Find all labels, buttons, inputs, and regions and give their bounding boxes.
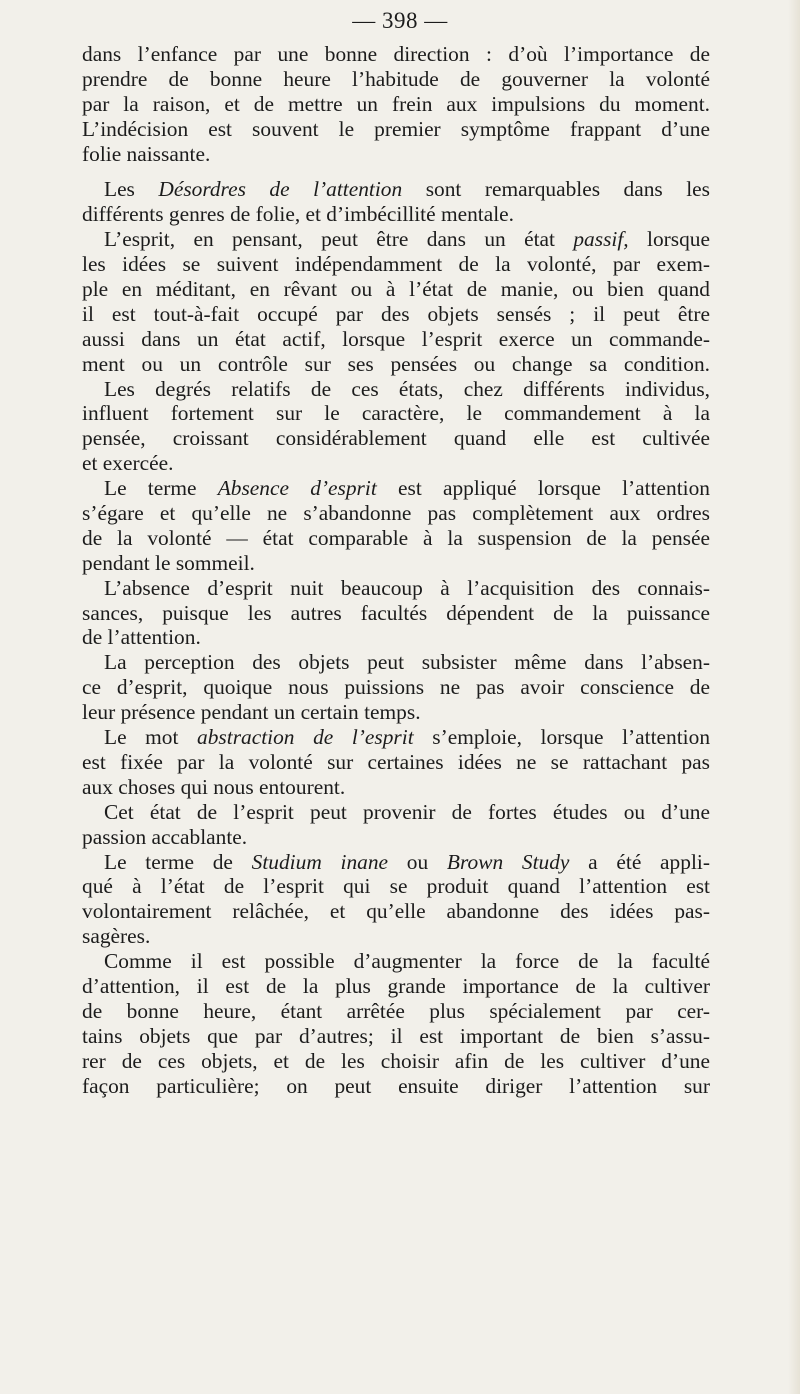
text-line xyxy=(82,451,710,476)
text-segment: s’emploie, lorsque l’attention xyxy=(413,725,711,750)
text-segment: Comme il est possible d’augmenter la force de la faculté xyxy=(104,949,710,974)
text-segment: aussi dans un état actif, lorsque l’esprit exerce un commande- xyxy=(82,326,710,351)
text-line xyxy=(82,800,710,825)
text-segment: Les degrés relatifs de ces états, chez différents individus, xyxy=(104,376,710,401)
text-line xyxy=(82,924,710,949)
text-segment: ple en méditant, en rêvant ou à l’état de manie, ou bien quand xyxy=(82,277,710,302)
text-line xyxy=(82,899,710,924)
text-segment: sagères. xyxy=(82,924,151,949)
text-line xyxy=(82,1049,710,1074)
text-segment: est appliqué lorsque l’attention xyxy=(376,476,710,501)
text-segment: L’absence d’esprit nuit beaucoup à l’acquisition des connais- xyxy=(104,575,710,600)
text-line xyxy=(82,551,710,576)
text-segment: influent fortement sur le caractère, le commandement à la xyxy=(82,401,710,426)
text-segment: passion accablante. xyxy=(82,824,248,849)
text-segment: lorsque xyxy=(628,227,710,252)
text-segment: Les xyxy=(104,177,159,202)
text-line xyxy=(82,352,710,377)
text-segment: pensée, croissant considérablement quand elle est cultivée xyxy=(82,426,710,451)
text-line xyxy=(82,92,710,117)
text-line xyxy=(82,177,710,202)
text-line xyxy=(82,377,710,402)
text-line xyxy=(82,825,710,850)
text-line xyxy=(82,949,710,974)
text-line xyxy=(82,67,710,92)
text-segment: pendant le sommeil. xyxy=(82,550,255,575)
text-line xyxy=(82,725,710,750)
text-line xyxy=(82,1074,710,1099)
text-segment: Le terme xyxy=(104,476,218,501)
text-segment: ment ou un contrôle sur ses pensées ou change sa condition. xyxy=(82,351,710,376)
text-segment: qué à l’état de l’esprit qui se produit quand l’attention est xyxy=(82,874,710,899)
body-text xyxy=(82,42,710,1098)
text-segment: La perception des objets peut subsister même dans l’absen- xyxy=(104,650,710,675)
text-line xyxy=(82,775,710,800)
text-segment: de bonne heure, étant arrêtée plus spécialement par cer- xyxy=(82,998,710,1023)
text-segment: volontairement relâchée, et qu’elle abandonne des idées pas- xyxy=(82,899,710,924)
text-line xyxy=(82,227,710,252)
text-line xyxy=(82,327,710,352)
text-segment: Cet état de l’esprit peut provenir de fortes études ou d’une xyxy=(104,799,710,824)
text-line xyxy=(82,401,710,426)
text-line xyxy=(82,999,710,1024)
text-segment: est fixée par la volonté sur certaines idées ne se rattachant pas xyxy=(82,749,710,774)
page-number-header: — 398 — xyxy=(352,8,448,33)
italic-term: Désordres de l’attention xyxy=(158,177,403,202)
text-line xyxy=(82,426,710,451)
text-line xyxy=(82,675,710,700)
text-line xyxy=(82,302,710,327)
text-line xyxy=(82,526,710,551)
text-segment: rer de ces objets, et de les choisir afin de les cultiver d’une xyxy=(82,1048,710,1073)
text-line xyxy=(82,277,710,302)
text-line xyxy=(82,142,710,167)
text-segment: ce d’esprit, quoique nous puissions ne pas avoir conscience de xyxy=(82,675,710,700)
text-segment: aux choses qui nous entourent. xyxy=(82,774,346,799)
text-segment: L’esprit, en pensant, peut être dans un état xyxy=(104,227,574,252)
text-segment: et exercée. xyxy=(82,451,174,476)
text-segment: différents genres de folie, et d’imbécillité mentale. xyxy=(82,202,515,227)
text-segment: Le terme de xyxy=(104,849,252,874)
text-segment: d’attention, il est de la plus grande importance de la cultiver xyxy=(82,973,710,998)
italic-term: passif, xyxy=(573,227,629,252)
text-line xyxy=(82,252,710,277)
text-line xyxy=(82,42,710,67)
text-line xyxy=(82,625,710,650)
text-line xyxy=(82,476,710,501)
text-segment: il est tout-à-fait occupé par des objets sensés ; il peut être xyxy=(82,301,710,326)
text-segment: façon particulière; on peut ensuite diriger l’attention sur xyxy=(82,1073,710,1098)
text-line xyxy=(82,576,710,601)
text-line xyxy=(82,850,710,875)
text-segment: de la volonté — état comparable à la suspension de la pensée xyxy=(82,525,710,550)
text-line xyxy=(82,501,710,526)
italic-term: Studium inane xyxy=(251,849,389,874)
page-edge-shadow xyxy=(788,0,800,1394)
text-segment: leur présence pendant un certain temps. xyxy=(82,700,421,725)
text-line xyxy=(82,1024,710,1049)
text-segment: tains objets que par d’autres; il est important de bien s’assu- xyxy=(82,1023,710,1048)
text-segment: les idées se suivent indépendamment de la volonté, par exem- xyxy=(82,252,710,277)
text-line xyxy=(82,750,710,775)
text-line xyxy=(82,874,710,899)
text-segment: ou xyxy=(388,849,447,874)
text-segment: a été appli- xyxy=(569,849,710,874)
text-segment: Le mot xyxy=(104,725,198,750)
text-line xyxy=(82,202,710,227)
text-segment: de l’attention. xyxy=(82,625,201,650)
text-line xyxy=(82,974,710,999)
text-segment: sances, puisque les autres facultés dépendent de la puissance xyxy=(82,600,710,625)
text-line xyxy=(82,700,710,725)
italic-term: Absence d’esprit xyxy=(217,476,377,501)
italic-term: Brown Study xyxy=(446,849,570,874)
text-line xyxy=(82,117,710,142)
paragraph-gap xyxy=(82,166,710,177)
text-segment: sont remarquables dans les xyxy=(402,177,710,202)
text-segment: prendre de bonne heure l’habitude de gouverner la volonté xyxy=(82,66,710,91)
text-line xyxy=(82,601,710,626)
text-segment: s’égare et qu’elle ne s’abandonne pas complètement aux ordres xyxy=(82,501,710,526)
text-segment: folie naissante. xyxy=(82,141,211,166)
text-line xyxy=(82,650,710,675)
text-segment: dans l’enfance par une bonne direction : d’où l’importance de xyxy=(82,42,710,66)
italic-term: abstraction de l’esprit xyxy=(197,725,414,750)
text-segment: par la raison, et de mettre un frein aux impulsions du moment. xyxy=(82,91,710,116)
text-segment: L’indécision est souvent le premier symptôme frappant d’une xyxy=(82,116,710,141)
